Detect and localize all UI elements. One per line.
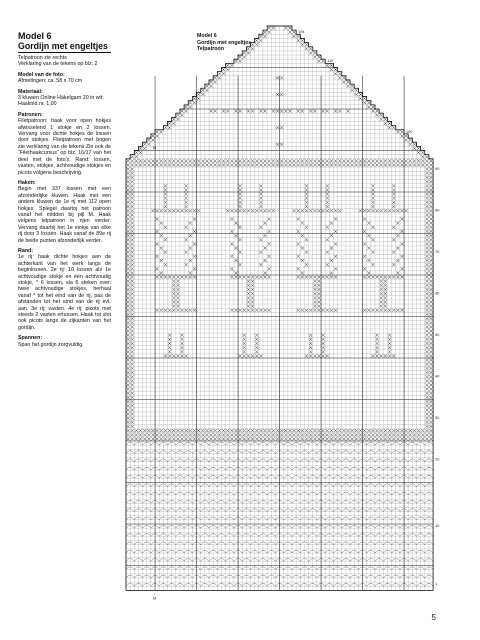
patronen-text: Filetpatroon: haak voor open hokjes afwisselend 1 stokje en 2 lossen. Vervang voor dichte hokjes de lossen door stokjes. Filetpatroon met bogen zie verklaring van de tekens Zie ook de “Filethaakcursus” op blz. 16/17 van het deel met de foto’s. Rand: lossen, vasten, stokjes, achtvoudige stokjes en picots volgens beschrijving. bbox=[18, 118, 111, 176]
materiaal-label: Materiaal: bbox=[18, 88, 43, 95]
row-number-label: 70 bbox=[435, 250, 440, 255]
row-number-label: 30 bbox=[435, 416, 440, 421]
row-number-label: 110 bbox=[327, 59, 334, 64]
middle-marker-label: M bbox=[153, 145, 157, 150]
materiaal-text: 3 kluwen Online Häkelgarn 20 in wit; Haaknld.nr. 1,00 bbox=[18, 95, 104, 108]
model-title: Model 6 bbox=[18, 31, 52, 41]
spannen-text: Span het gordijn zorgvuldig. bbox=[18, 341, 84, 348]
row-number-label: 80 bbox=[435, 208, 440, 213]
chart-model: Model 6 bbox=[197, 33, 217, 39]
row-number-label: 50 bbox=[435, 333, 440, 338]
chart-subtitle: Telpatroon bbox=[197, 46, 224, 53]
haken-text: Begin met 337 lossen met een afzonderlijke kluwen. Haak met een andere kluwen de 1e rij met 112 open hokjes. Spiegel daartoj het patroon vanaf het midden bij pijl M. Haak volgens telpatroon in rijen verder. Vervang daarbij het 1e stokje van elke rij door 3 lossen. Haak vanaf de 89e rij de beide punten afzonderlijk verder. bbox=[18, 186, 111, 244]
intro-line: Verklaring van de tekens op blz. 2 bbox=[18, 61, 98, 68]
spannen-label: Spannen: bbox=[18, 335, 43, 342]
patronen-label: Patronen: bbox=[18, 111, 43, 118]
row-number-label: 90 bbox=[435, 167, 440, 172]
rand-label: Rand: bbox=[18, 247, 34, 254]
row-number-label: 100 bbox=[406, 129, 413, 134]
rand-text: 1e rij: haak dichte hokjes aan de achterkant van het werk langs de beginlossen. 2e rij: 10 lossen als 1e achtvoudige stokje en één achtvoudig stokje, * 6 lossen, sla 6 steken over, twee achtvoudige stokjes, herhaal vanaf * tot het eind van de rij, pas de afstanden tot het eind van de rij evt. aan. 3e rij: vasten. 4e rij: picots met steeds 2 vasten ertussen. Haak tot slot ook picots langs de zijkanten van het gordijn. bbox=[18, 254, 111, 331]
pattern-title: Gordijn met engeltjes bbox=[18, 41, 111, 53]
row-number-label: 10 bbox=[435, 524, 440, 528]
crochet-chart bbox=[122, 24, 442, 604]
intro-line: Telpatroon zie rechts bbox=[18, 55, 67, 61]
haken-label: Haken: bbox=[18, 179, 36, 186]
row-number-label: 40 bbox=[435, 374, 440, 379]
page-number: 5 bbox=[431, 613, 436, 622]
row-number-label: 1 bbox=[435, 582, 438, 587]
middle-marker-label: M bbox=[153, 596, 157, 601]
instructions-column bbox=[18, 31, 111, 352]
chart-title: Gordijn met engeltjes bbox=[197, 39, 252, 46]
row-number-label: 104 bbox=[298, 30, 305, 35]
foto-text: Afmetingen: ca. 58 x 70 cm bbox=[18, 78, 83, 85]
foto-label: Model van de foto: bbox=[18, 71, 65, 78]
middle-marker-arrow: ↑ bbox=[153, 591, 156, 596]
row-number-label: 20 bbox=[435, 457, 440, 462]
row-number-label: 60 bbox=[435, 291, 440, 296]
